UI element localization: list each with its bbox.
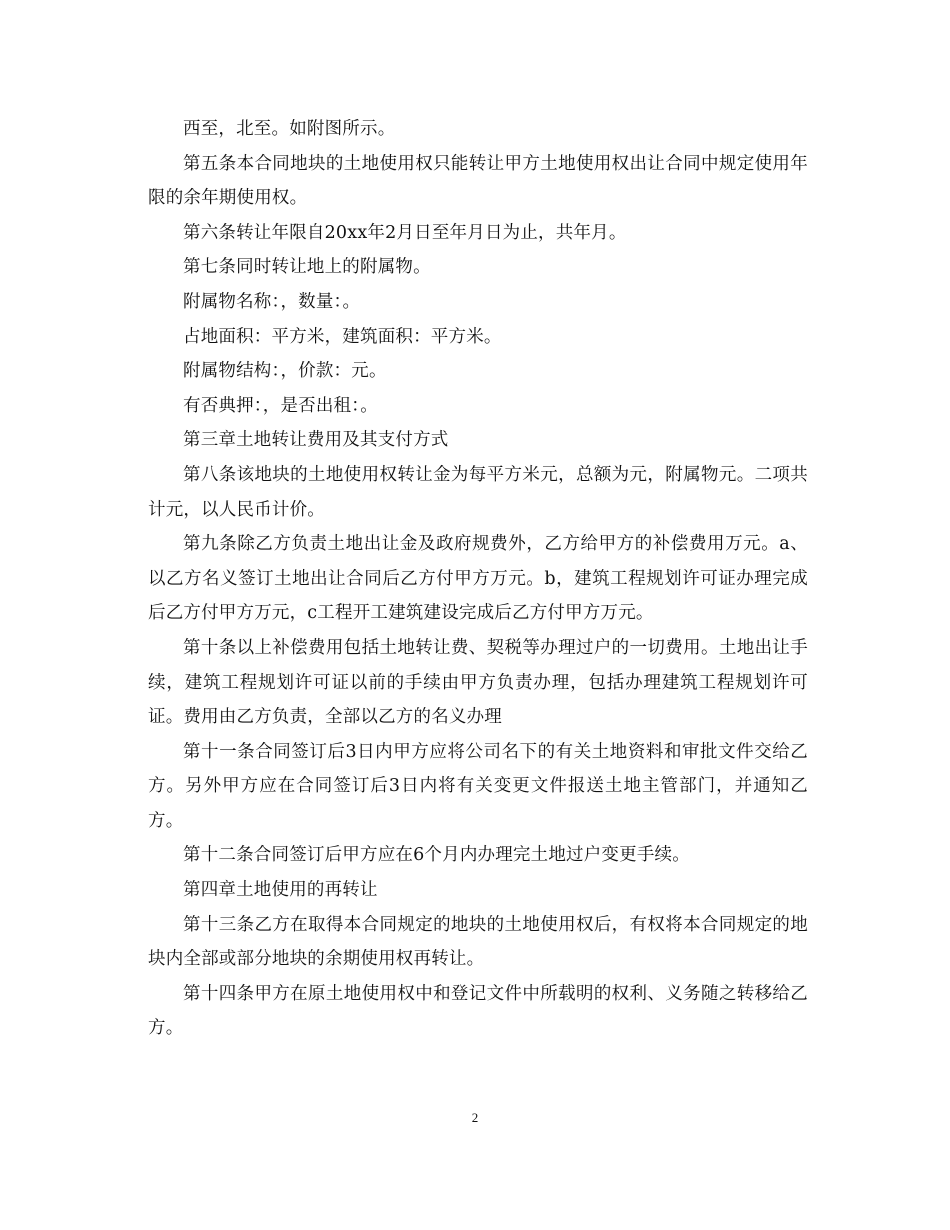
paragraph: 第五条本合同地块的土地使用权只能转让甲方土地使用权出让合同中规定使用年限的余年期使用权。 [148, 153, 808, 209]
paragraph: 第十条以上补偿费用包括土地转让费、契税等办理过户的一切费用。土地出让手续，建筑工程规划许可证以前的手续由甲方负责办理，包括办理建筑工程规划许可证。费用由乙方负责，全部以乙方的名义办理 [148, 637, 808, 728]
paragraph: 附属物名称：，数量：。 [183, 291, 361, 312]
paragraph: 第十二条合同签订后甲方应在6个月内办理完土地过户变更手续。 [183, 845, 690, 866]
paragraph: 第八条该地块的土地使用权转让金为每平方米元，总额为元，附属物元。二项共计元，以人民币计价。 [148, 464, 808, 520]
paragraph: 西至，北至。如附图所示。 [183, 119, 396, 139]
paragraph: 第七条同时转让地上的附属物。 [183, 257, 431, 278]
paragraph: 第十四条甲方在原土地使用权中和登记文件中所载明的权利、义务随之转移给乙方。 [148, 983, 808, 1039]
paragraph: 第十三条乙方在取得本合同规定的地块的土地使用权后，有权将本合同规定的地块内全部或部分地块的余期使用权再转让。 [148, 914, 808, 970]
page-number: 2 [471, 1110, 479, 1125]
paragraph: 第十一条合同签订后3日内甲方应将公司名下的有关土地资料和审批文件交给乙方。另外甲方应在合同签订后3日内将有关变更文件报送土地主管部门，并通知乙方。 [148, 741, 808, 831]
paragraph: 第六条转让年限自20xx年2月日至年月日为止，共年月。 [183, 222, 627, 243]
paragraph: 附属物结构：，价款：元。 [183, 361, 387, 382]
chapter-heading: 第三章土地转让费用及其支付方式 [183, 430, 449, 451]
chapter-heading: 第四章土地使用的再转让 [183, 880, 378, 901]
document-body [148, 112, 808, 1046]
paragraph: 第九条除乙方负责土地出让金及政府规费外，乙方给甲方的补偿费用万元。a、以乙方名义签订土地出让合同后乙方付甲方万元。b，建筑工程规划许可证办理完成后乙方付甲方万元，c工程开工建筑建设完成后乙方付甲方万元。 [148, 534, 808, 624]
paragraph: 有否典押：，是否出租：。 [183, 395, 378, 416]
paragraph: 占地面积：平方米，建筑面积：平方米。 [183, 326, 502, 347]
